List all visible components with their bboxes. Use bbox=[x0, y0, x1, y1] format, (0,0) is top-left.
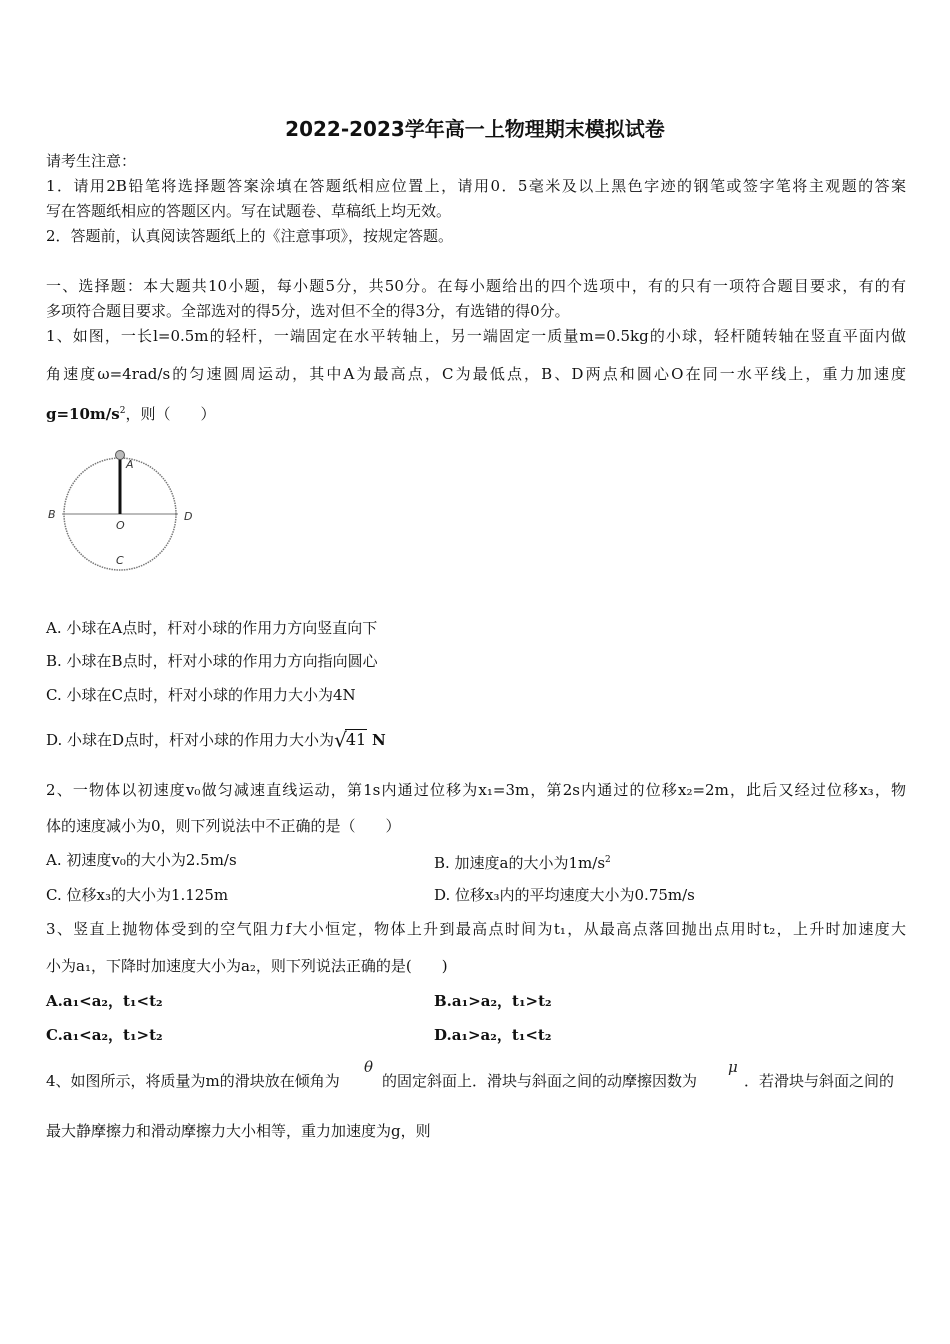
q2-text-2: 体的速度减小为0，则下列说法中不正确的是（ ） bbox=[46, 817, 401, 835]
page-title: 2022-2023学年高一上物理期末模拟试卷 bbox=[285, 117, 665, 141]
theta-symbol: θ bbox=[364, 1058, 374, 1076]
q1-option-d-unit: N bbox=[371, 731, 386, 749]
label-a: A bbox=[126, 458, 134, 471]
q1-text-2: 角速度ω=4rad/s的匀速圆周运动，其中A为最高点，C为最低点，B、D两点和圆心O在同一水平线上，重力加速度 bbox=[46, 365, 906, 383]
q1-g-exponent: 2 bbox=[119, 406, 126, 416]
mu-symbol: μ bbox=[728, 1058, 738, 1076]
sqrt-41: √41 bbox=[334, 728, 367, 752]
ball bbox=[116, 451, 125, 460]
notice-item-2: 2．答题前，认真阅读答题纸上的《注意事项》，按规定答题。 bbox=[46, 227, 454, 245]
q1-option-d-text: D. 小球在D点时，杆对小球的作用力大小为 bbox=[46, 731, 335, 749]
notice-heading: 请考生注意： bbox=[46, 152, 137, 170]
radicand: 41 bbox=[345, 730, 367, 749]
q1-option-a[interactable]: A. 小球在A点时，杆对小球的作用力方向竖直向下 bbox=[46, 619, 378, 637]
q1-circle-figure bbox=[40, 446, 210, 581]
q3-text-1: 3、竖直上抛物体受到的空气阻力f大小恒定，物体上升到最高点时间为t₁，从最高点落回抛出点用时t₂，上升时加速度大 bbox=[46, 920, 906, 938]
q2-option-b-exp: 2 bbox=[605, 855, 611, 865]
label-d: D bbox=[184, 510, 193, 523]
q3-option-a[interactable]: A.a₁<a₂，t₁<t₂ bbox=[46, 992, 163, 1010]
q1-option-d[interactable] bbox=[46, 729, 386, 750]
q2-option-b[interactable] bbox=[434, 850, 611, 873]
q1-option-c[interactable]: C. 小球在C点时，杆对小球的作用力大小为4N bbox=[46, 686, 356, 704]
q1-text-3 bbox=[46, 401, 906, 424]
q1-g-value: g=10m/s bbox=[46, 405, 120, 423]
q3-option-c[interactable]: C.a₁<a₂，t₁>t₂ bbox=[46, 1026, 163, 1044]
q3-text-2: 小为a₁，下降时加速度大小为a₂，则下列说法正确的是( ) bbox=[46, 957, 448, 975]
section1-intro-1: 一、选择题：本大题共10小题，每小题5分，共50分。在每小题给出的四个选项中，有的只有一项符合题目要求，有的有 bbox=[46, 277, 906, 295]
q1-then: ，则（ ） bbox=[125, 405, 216, 423]
notice-item-1a: 1．请用2B铅笔将选择题答案涂填在答题纸相应位置上，请用0．5毫米及以上黑色字迹的钢笔或签字笔将主观题的答案 bbox=[46, 177, 906, 195]
q3-option-b[interactable]: B.a₁>a₂，t₁>t₂ bbox=[434, 992, 552, 1010]
q2-text-1: 2、一物体以初速度v₀做匀减速直线运动，第1s内通过位移为x₁=3m，第2s内通过的位移x₂=2m，此后又经过位移x₃，物 bbox=[46, 781, 906, 799]
q1-option-b[interactable]: B. 小球在B点时，杆对小球的作用力方向指向圆心 bbox=[46, 652, 378, 670]
label-b: B bbox=[48, 508, 56, 521]
q4-text-1a: 4、如图所示，将质量为m的滑块放在倾角为 bbox=[46, 1072, 340, 1090]
label-o: O bbox=[116, 519, 125, 532]
q4-text-1c: ．若滑块与斜面之间的 bbox=[744, 1072, 895, 1090]
q2-option-b-text: B. 加速度a的大小为1m/s bbox=[434, 854, 606, 872]
q4-text-2: 最大静摩擦力和滑动摩擦力大小相等，重力加速度为g，则 bbox=[46, 1122, 431, 1140]
section1-intro-2: 多项符合题目要求。全部选对的得5分，选对但不全的得3分，有选错的得0分。 bbox=[46, 302, 570, 320]
notice-item-1b: 写在答题纸相应的答题区内。写在试题卷、草稿纸上均无效。 bbox=[46, 202, 452, 220]
q4-text-1b: 的固定斜面上．滑块与斜面之间的动摩擦因数为 bbox=[382, 1072, 698, 1090]
label-c: C bbox=[116, 554, 124, 567]
q1-text-1: 1、如图，一长l=0.5m的轻杆，一端固定在水平转轴上，另一端固定一质量m=0.5kg的小球，轻杆随转轴在竖直平面内做 bbox=[46, 327, 906, 345]
q2-option-d[interactable]: D. 位移x₃内的平均速度大小为0.75m/s bbox=[434, 886, 695, 904]
q3-option-d[interactable]: D.a₁>a₂，t₁<t₂ bbox=[434, 1026, 552, 1044]
q2-option-c[interactable]: C. 位移x₃的大小为1.125m bbox=[46, 886, 229, 904]
q2-option-a[interactable]: A. 初速度v₀的大小为2.5m/s bbox=[46, 851, 237, 869]
